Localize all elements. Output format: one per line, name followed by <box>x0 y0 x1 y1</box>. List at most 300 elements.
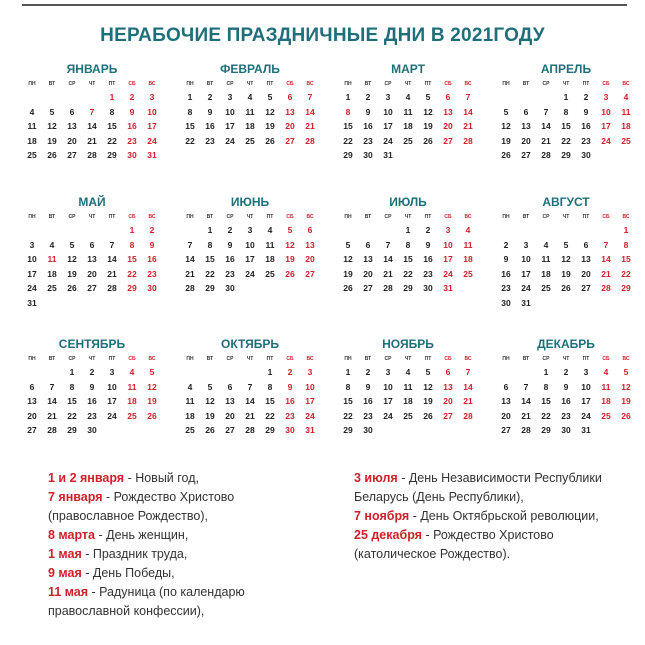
holiday-entry <box>48 488 310 526</box>
holiday-day: 16 <box>285 396 295 406</box>
holiday-description: - День Независимости Республики Беларусь (День Республики), <box>354 471 602 504</box>
month-name: ИЮЛЬ <box>389 195 427 209</box>
holiday-day: 2 <box>129 92 135 102</box>
day-number: 15 <box>265 396 275 406</box>
empty-day-cell <box>496 223 516 238</box>
day-number: 15 <box>561 121 571 131</box>
day-number: 8 <box>563 106 569 117</box>
day-number: 31 <box>521 297 531 308</box>
empty-day-cell <box>596 223 616 238</box>
day-number: 16 <box>363 396 373 406</box>
weekday-label: СБ <box>602 81 610 87</box>
day-number: 12 <box>501 121 511 131</box>
holiday-day: 17 <box>601 121 611 131</box>
month-day-grid <box>338 78 478 163</box>
month-name: ИЮНЬ <box>230 195 270 209</box>
holiday-day: 21 <box>601 268 611 279</box>
holiday-day: 1 <box>623 225 629 235</box>
day-number: 3 <box>227 92 233 102</box>
day-number: 7 <box>187 239 193 250</box>
empty-day-cell <box>22 90 42 105</box>
weekday-label: ПТ <box>266 214 274 220</box>
holiday-day: 18 <box>601 396 611 406</box>
holiday-day: 5 <box>149 367 155 377</box>
day-number: 15 <box>403 254 413 264</box>
day-number: 26 <box>205 425 215 435</box>
holiday-day: 29 <box>621 283 631 293</box>
day-number: 5 <box>563 239 569 250</box>
day-number: 17 <box>383 396 393 406</box>
weekday-label: ПТ <box>582 81 590 87</box>
day-number: 10 <box>225 106 235 117</box>
day-number: 8 <box>405 239 411 250</box>
weekday-label: ПН <box>28 214 36 220</box>
holiday-day: 24 <box>305 410 315 421</box>
day-number: 24 <box>383 410 393 421</box>
day-number: 27 <box>363 283 373 293</box>
holiday-description: - День Октябрьской революции, <box>409 509 599 523</box>
empty-day-cell <box>82 223 102 238</box>
empty-day-cell <box>516 90 536 105</box>
day-number: 18 <box>403 396 413 406</box>
holiday-day: 26 <box>285 268 295 279</box>
day-number: 31 <box>383 150 393 160</box>
day-number: 28 <box>87 150 97 160</box>
weekday-label: ВС <box>306 81 314 87</box>
day-number: 4 <box>247 92 253 102</box>
holiday-day: 12 <box>147 381 157 392</box>
weekday-label: ПН <box>344 214 352 220</box>
day-number: 26 <box>343 283 353 293</box>
day-number: 2 <box>563 367 569 377</box>
holiday-day: 11 <box>601 381 611 392</box>
holiday-description: - Праздник труда, <box>81 547 188 561</box>
weekday-label: ВС <box>148 356 156 362</box>
day-number: 1 <box>543 367 549 377</box>
day-number: 4 <box>49 239 55 250</box>
holiday-day: 14 <box>463 106 473 117</box>
day-number: 2 <box>365 367 371 377</box>
weekday-label: ПТ <box>108 214 116 220</box>
day-number: 12 <box>561 254 571 264</box>
empty-day-cell <box>42 90 62 105</box>
day-number: 26 <box>501 150 511 160</box>
month-calendar <box>180 195 320 296</box>
holiday-day: 20 <box>443 121 453 131</box>
holiday-day: 18 <box>127 396 137 406</box>
empty-day-cell <box>516 223 536 238</box>
holiday-day: 10 <box>601 106 611 117</box>
weekday-label: СБ <box>286 81 294 87</box>
empty-day-cell <box>576 223 596 238</box>
weekday-label: СР <box>226 81 234 87</box>
day-number: 14 <box>521 396 531 406</box>
day-number: 9 <box>227 239 233 250</box>
day-number: 4 <box>187 381 193 392</box>
day-number: 28 <box>541 150 551 160</box>
holiday-day: 9 <box>149 239 155 250</box>
holiday-day: 7 <box>307 92 313 102</box>
day-number: 31 <box>581 425 591 435</box>
holiday-date: 9 мая <box>48 566 82 580</box>
day-number: 10 <box>27 254 37 264</box>
day-number: 20 <box>363 268 373 279</box>
holiday-day: 5 <box>287 225 293 235</box>
day-number: 3 <box>29 239 35 250</box>
day-number: 19 <box>265 121 275 131</box>
month-name: АВГУСТ <box>542 195 590 209</box>
day-number: 3 <box>583 367 589 377</box>
weekday-label: ПТ <box>424 356 432 362</box>
weekday-label: ПН <box>344 356 352 362</box>
weekday-label: СР <box>542 81 550 87</box>
holiday-day: 6 <box>287 92 293 102</box>
day-number: 27 <box>225 425 235 435</box>
weekday-label: ВТ <box>364 356 372 362</box>
day-number: 14 <box>87 121 97 131</box>
day-number: 26 <box>561 283 571 293</box>
weekday-label: ВС <box>622 356 630 362</box>
weekday-label: ПТ <box>266 356 274 362</box>
holiday-description: - День женщин, <box>95 528 189 542</box>
day-number: 13 <box>521 121 531 131</box>
holiday-entry <box>48 583 310 621</box>
holiday-day: 27 <box>443 135 453 146</box>
holiday-day: 25 <box>127 410 137 421</box>
day-number: 18 <box>185 410 195 421</box>
day-number: 14 <box>107 254 117 264</box>
holiday-day: 6 <box>445 367 451 377</box>
day-number: 16 <box>363 121 373 131</box>
month-name: ОКТЯБРЬ <box>220 337 279 351</box>
day-number: 11 <box>403 381 413 392</box>
day-number: 4 <box>405 92 411 102</box>
day-number: 22 <box>343 135 353 146</box>
day-number: 30 <box>363 150 373 160</box>
day-number: 6 <box>503 381 509 392</box>
month-day-grid <box>338 353 478 438</box>
day-number: 15 <box>343 121 353 131</box>
day-number: 10 <box>107 381 117 392</box>
day-number: 23 <box>561 410 571 421</box>
month-day-grid <box>496 78 636 163</box>
empty-day-cell <box>82 90 102 105</box>
day-number: 12 <box>205 396 215 406</box>
month-calendar <box>180 62 320 148</box>
day-number: 7 <box>523 381 529 392</box>
empty-day-cell <box>22 223 42 238</box>
holiday-description: - Рождество Христово (католическое Рождество). <box>354 528 554 561</box>
weekday-label: ЧТ <box>88 214 96 220</box>
day-number: 13 <box>27 396 37 406</box>
holiday-day: 4 <box>129 367 135 377</box>
day-number: 19 <box>343 268 353 279</box>
holiday-date: 7 ноября <box>354 509 410 523</box>
weekday-label: СР <box>68 214 76 220</box>
day-number: 3 <box>247 225 253 235</box>
day-number: 21 <box>245 410 255 421</box>
empty-day-cell <box>536 90 556 105</box>
holiday-day: 14 <box>463 381 473 392</box>
day-number: 8 <box>207 239 213 250</box>
holiday-day: 17 <box>443 254 453 264</box>
holiday-day: 20 <box>443 396 453 406</box>
holiday-day: 30 <box>127 150 137 160</box>
month-calendar <box>496 62 636 163</box>
holiday-day: 30 <box>147 283 157 293</box>
day-number: 29 <box>403 283 413 293</box>
day-number: 11 <box>265 239 275 250</box>
weekday-label: СБ <box>444 356 452 362</box>
weekday-label: СБ <box>444 214 452 220</box>
day-number: 18 <box>541 268 551 279</box>
day-number: 30 <box>423 283 433 293</box>
holiday-day: 17 <box>305 396 315 406</box>
holiday-day: 16 <box>127 121 137 131</box>
day-number: 16 <box>561 396 571 406</box>
empty-day-cell <box>496 90 516 105</box>
holiday-day: 3 <box>307 367 313 377</box>
day-number: 18 <box>403 121 413 131</box>
day-number: 8 <box>109 106 115 117</box>
day-number: 25 <box>541 283 551 293</box>
holiday-day: 26 <box>147 410 157 421</box>
empty-day-cell <box>22 365 42 380</box>
day-number: 4 <box>267 225 273 235</box>
holiday-day: 2 <box>287 367 293 377</box>
day-number: 18 <box>27 135 37 146</box>
holiday-day: 11 <box>463 239 473 250</box>
day-number: 28 <box>383 283 393 293</box>
day-number: 19 <box>501 135 511 146</box>
holiday-day: 19 <box>621 396 631 406</box>
day-number: 25 <box>265 268 275 279</box>
holiday-day: 24 <box>601 135 611 146</box>
weekday-label: ЧТ <box>562 214 570 220</box>
weekday-label: СР <box>542 356 550 362</box>
holiday-day: 8 <box>345 106 351 117</box>
day-number: 5 <box>49 106 55 117</box>
day-number: 29 <box>561 150 571 160</box>
holiday-day: 20 <box>285 121 295 131</box>
day-number: 19 <box>47 135 57 146</box>
day-number: 24 <box>225 135 235 146</box>
day-number: 23 <box>205 135 215 146</box>
day-number: 25 <box>245 135 255 146</box>
weekday-label: ПН <box>502 81 510 87</box>
holiday-day: 31 <box>443 283 453 293</box>
month-calendar <box>496 195 636 310</box>
weekday-label: ВС <box>148 81 156 87</box>
holiday-day: 27 <box>305 268 315 279</box>
day-number: 29 <box>343 425 353 435</box>
weekday-label: СБ <box>286 214 294 220</box>
day-number: 2 <box>365 92 371 102</box>
month-calendar <box>22 337 162 438</box>
weekday-label: ЧТ <box>246 356 254 362</box>
holiday-day: 14 <box>305 106 315 117</box>
weekday-label: ПН <box>28 81 36 87</box>
empty-day-cell <box>102 223 122 238</box>
month-day-grid <box>338 211 478 296</box>
holiday-day: 18 <box>621 121 631 131</box>
weekday-label: ВС <box>622 81 630 87</box>
day-number: 25 <box>403 135 413 146</box>
day-number: 19 <box>423 121 433 131</box>
holiday-day: 31 <box>147 150 157 160</box>
holiday-day: 6 <box>445 92 451 102</box>
holiday-day: 13 <box>443 106 453 117</box>
holiday-day: 27 <box>285 135 295 146</box>
month-day-grid <box>496 353 636 438</box>
weekday-label: ВС <box>464 356 472 362</box>
weekday-label: ПТ <box>266 81 274 87</box>
day-number: 25 <box>47 283 57 293</box>
day-number: 21 <box>87 135 97 146</box>
holiday-date: 11 мая <box>48 585 89 599</box>
day-number: 15 <box>185 121 195 131</box>
day-number: 2 <box>425 225 431 235</box>
day-number: 16 <box>205 121 215 131</box>
day-number: 2 <box>227 225 233 235</box>
holiday-entry <box>48 526 310 545</box>
day-number: 22 <box>561 135 571 146</box>
month-name: ФЕВРАЛЬ <box>220 62 280 76</box>
day-number: 22 <box>67 410 77 421</box>
day-number: 21 <box>541 135 551 146</box>
weekday-label: СБ <box>128 214 136 220</box>
holiday-day: 21 <box>305 121 315 131</box>
weekday-label: ПН <box>186 214 194 220</box>
day-number: 8 <box>345 381 351 392</box>
day-number: 17 <box>27 268 37 279</box>
day-number: 13 <box>67 121 77 131</box>
day-number: 10 <box>383 106 393 117</box>
weekday-label: ВТ <box>522 81 530 87</box>
day-number: 15 <box>205 254 215 264</box>
weekday-label: ВС <box>464 214 472 220</box>
holiday-entry <box>354 469 616 507</box>
day-number: 27 <box>27 425 37 435</box>
day-number: 24 <box>383 135 393 146</box>
day-number: 4 <box>543 239 549 250</box>
empty-day-cell <box>536 223 556 238</box>
day-number: 17 <box>245 254 255 264</box>
day-number: 20 <box>87 268 97 279</box>
holiday-day: 21 <box>463 396 473 406</box>
holiday-entry <box>354 507 616 526</box>
day-number: 22 <box>265 410 275 421</box>
day-number: 20 <box>67 135 77 146</box>
day-number: 11 <box>403 106 413 117</box>
day-number: 15 <box>343 396 353 406</box>
empty-day-cell <box>240 365 260 380</box>
month-name: МАРТ <box>391 62 425 76</box>
day-number: 11 <box>27 121 37 131</box>
day-number: 11 <box>185 396 195 406</box>
day-number: 18 <box>265 254 275 264</box>
weekday-label: ЧТ <box>404 356 412 362</box>
day-number: 12 <box>265 106 275 117</box>
holiday-entry <box>354 526 616 564</box>
day-number: 3 <box>385 367 391 377</box>
weekday-label: ЧТ <box>88 356 96 362</box>
weekday-label: СБ <box>286 356 294 362</box>
weekday-label: ПН <box>28 356 36 362</box>
day-number: 16 <box>225 254 235 264</box>
month-calendar <box>22 195 162 310</box>
day-number: 16 <box>423 254 433 264</box>
holiday-day: 17 <box>147 121 157 131</box>
day-number: 25 <box>185 425 195 435</box>
day-number: 29 <box>67 425 77 435</box>
day-number: 9 <box>207 106 213 117</box>
day-number: 1 <box>345 367 351 377</box>
holiday-day: 30 <box>285 425 295 435</box>
day-number: 15 <box>67 396 77 406</box>
weekday-label: ВТ <box>48 214 56 220</box>
page-title: НЕРАБОЧИЕ ПРАЗДНИЧНЫЕ ДНИ В 2021ГОДУ <box>100 25 545 46</box>
day-number: 5 <box>345 239 351 250</box>
day-number: 19 <box>561 268 571 279</box>
month-day-grid <box>180 78 320 148</box>
month-calendar <box>180 337 320 438</box>
day-number: 5 <box>207 381 213 392</box>
day-number: 7 <box>247 381 253 392</box>
day-number: 29 <box>205 283 215 293</box>
day-number: 18 <box>245 121 255 131</box>
month-calendar <box>22 62 162 163</box>
day-number: 28 <box>47 425 57 435</box>
empty-day-cell <box>496 365 516 380</box>
holiday-day: 19 <box>147 396 157 406</box>
day-number: 14 <box>245 396 255 406</box>
month-calendar <box>338 337 478 438</box>
holiday-day: 13 <box>305 239 315 250</box>
holiday-day: 18 <box>463 254 473 264</box>
day-number: 8 <box>267 381 273 392</box>
day-number: 10 <box>521 254 531 264</box>
day-number: 12 <box>343 254 353 264</box>
day-number: 22 <box>107 135 117 146</box>
top-divider <box>22 4 627 6</box>
day-number: 21 <box>521 410 531 421</box>
day-number: 24 <box>521 283 531 293</box>
weekday-label: ЧТ <box>246 81 254 87</box>
weekday-label: ЧТ <box>562 81 570 87</box>
day-number: 25 <box>403 410 413 421</box>
day-number: 5 <box>425 92 431 102</box>
month-day-grid <box>180 211 320 296</box>
day-number: 8 <box>187 106 193 117</box>
day-number: 9 <box>89 381 95 392</box>
holiday-day: 9 <box>129 106 135 117</box>
day-number: 29 <box>541 425 551 435</box>
holiday-entry <box>48 545 310 564</box>
day-number: 10 <box>581 381 591 392</box>
day-number: 5 <box>69 239 75 250</box>
weekday-label: ЧТ <box>404 214 412 220</box>
holiday-day: 1 <box>129 225 135 235</box>
weekday-label: ЧТ <box>88 81 96 87</box>
holiday-day: 4 <box>465 225 471 235</box>
holiday-day: 11 <box>127 381 137 392</box>
day-number: 16 <box>501 268 511 279</box>
weekday-label: ВТ <box>206 81 214 87</box>
day-number: 24 <box>107 410 117 421</box>
empty-day-cell <box>62 90 82 105</box>
day-number: 13 <box>225 396 235 406</box>
